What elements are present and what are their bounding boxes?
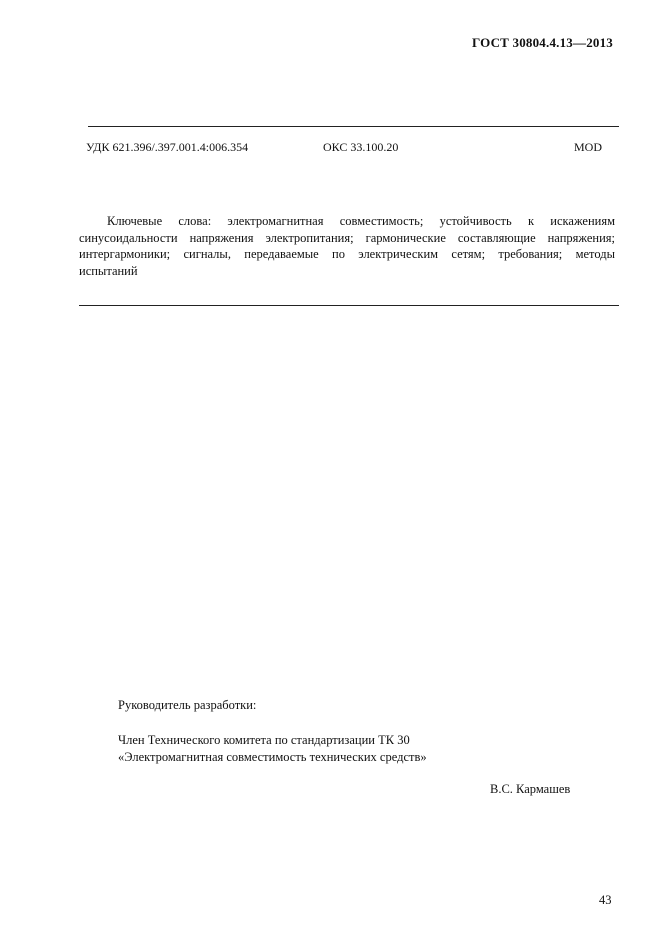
committee-member-block <box>118 732 427 766</box>
keywords-paragraph: Ключевые слова: электромагнитная совместимость; устойчивость к искажениям синусоидальности напряжения электропитания; гармонические составляющие напряжения; интергармоники; сигналы, передаваемые по электрическим сетям; требования; методы испытаний <box>79 214 615 278</box>
signatory-name: В.С. Кармашев <box>490 782 571 796</box>
standard-code-header: ГОСТ 30804.4.13—2013 <box>471 35 613 50</box>
bottom-divider <box>79 305 619 306</box>
mod-marker: MOD <box>574 140 603 154</box>
udk-code: УДК 621.396/.397.001.4:006.354 <box>86 140 249 154</box>
committee-name-line: «Электромагнитная совместимость технических средств» <box>118 750 427 764</box>
development-lead-label: Руководитель разработки: <box>118 698 257 712</box>
committee-member-line: Член Технического комитета по стандартизации ТК 30 <box>118 733 410 747</box>
top-divider <box>88 126 619 127</box>
oks-code: ОКС 33.100.20 <box>323 140 399 154</box>
page-number: 43 <box>599 893 612 907</box>
